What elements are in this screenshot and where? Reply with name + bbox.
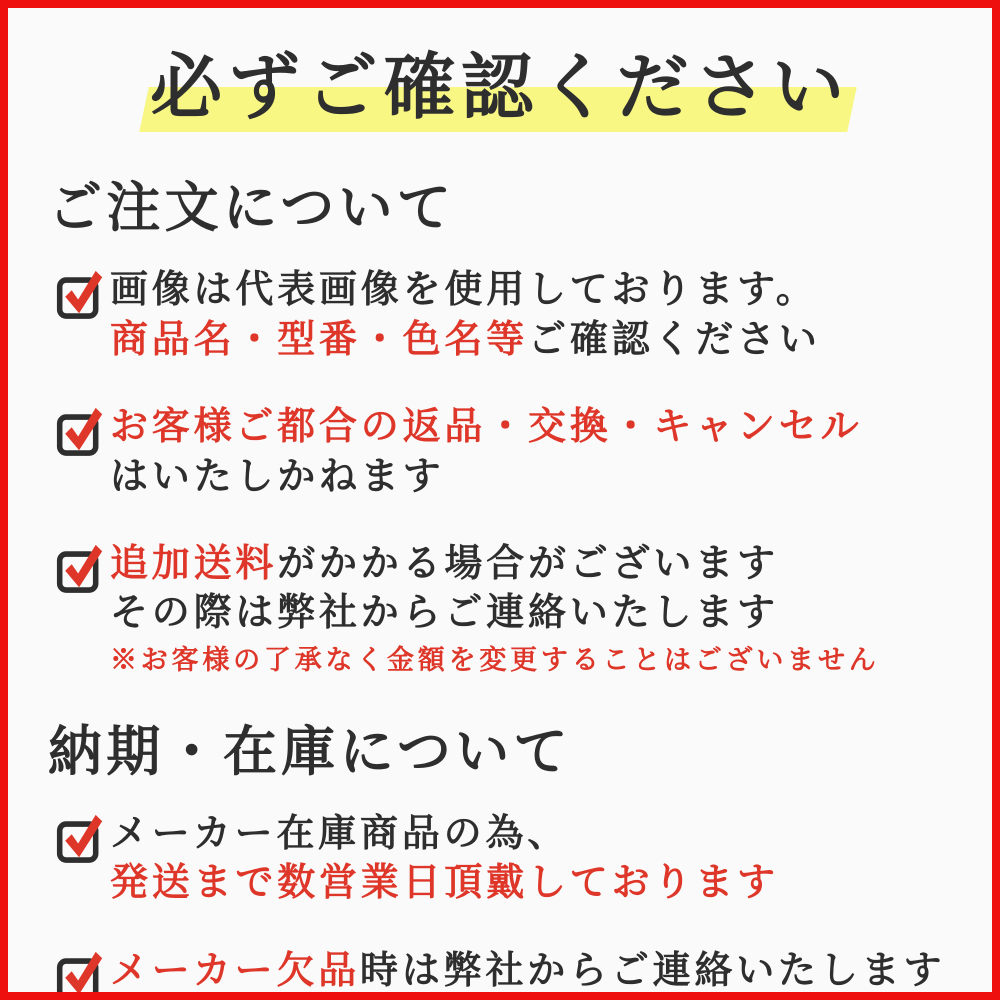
item-line bbox=[110, 314, 821, 363]
item-text-segment: 時は弊社からご連絡いたします bbox=[360, 946, 946, 992]
item-line bbox=[110, 857, 779, 906]
item-text bbox=[110, 401, 862, 500]
section-delivery-stock-heading: 納期・在庫について bbox=[48, 718, 572, 783]
item-text-segment: 発送まで数営業日頂戴しております bbox=[110, 859, 779, 905]
page-title bbox=[150, 44, 850, 130]
title-area bbox=[8, 8, 992, 130]
item-text-segment: メーカー欠品 bbox=[110, 946, 361, 992]
list-item bbox=[56, 401, 992, 500]
item-text-segment: メーカー在庫商品の為、 bbox=[110, 810, 570, 856]
page-title-text: 必ずご確認ください bbox=[150, 44, 850, 129]
item-text-segment: 画像は代表画像を使用しております。 bbox=[110, 266, 818, 312]
list-item bbox=[56, 538, 992, 678]
list-item bbox=[56, 808, 992, 907]
item-text-segment: お客様ご都合の返品・交換・キャンセル bbox=[110, 403, 863, 449]
item-text-segment: 商品名・型番・色名等 bbox=[110, 315, 529, 361]
item-text bbox=[110, 538, 880, 678]
checkbox-icon bbox=[56, 810, 104, 864]
item-text-segment: がかかる場合がございます bbox=[277, 540, 779, 586]
checkbox-icon bbox=[56, 403, 104, 457]
item-line bbox=[110, 808, 779, 857]
section-order bbox=[8, 176, 992, 678]
item-text bbox=[110, 264, 821, 363]
item-text-segment: はいたしかねます bbox=[110, 452, 445, 498]
checkbox-icon bbox=[56, 266, 104, 320]
item-text bbox=[110, 945, 945, 994]
item-line bbox=[110, 538, 880, 587]
item-line bbox=[110, 587, 880, 636]
item-text-segment: 追加送料 bbox=[110, 540, 278, 586]
item-note: ※お客様の了承なく金額を変更することはございません bbox=[110, 644, 880, 676]
item-line bbox=[110, 401, 862, 450]
list-item bbox=[56, 945, 992, 1000]
item-text-segment: ご確認ください bbox=[528, 315, 821, 361]
list-item bbox=[56, 264, 992, 363]
section-order-heading: ご注文について bbox=[48, 175, 456, 240]
item-text-segment: その際は弊社からご連絡いたします bbox=[110, 589, 779, 635]
item-line bbox=[110, 945, 945, 994]
item-text bbox=[110, 808, 779, 907]
item-line bbox=[110, 451, 862, 500]
item-line bbox=[110, 264, 821, 313]
checkbox-icon bbox=[56, 947, 104, 1000]
section-delivery-stock bbox=[8, 720, 992, 1000]
checkbox-icon bbox=[56, 540, 104, 594]
